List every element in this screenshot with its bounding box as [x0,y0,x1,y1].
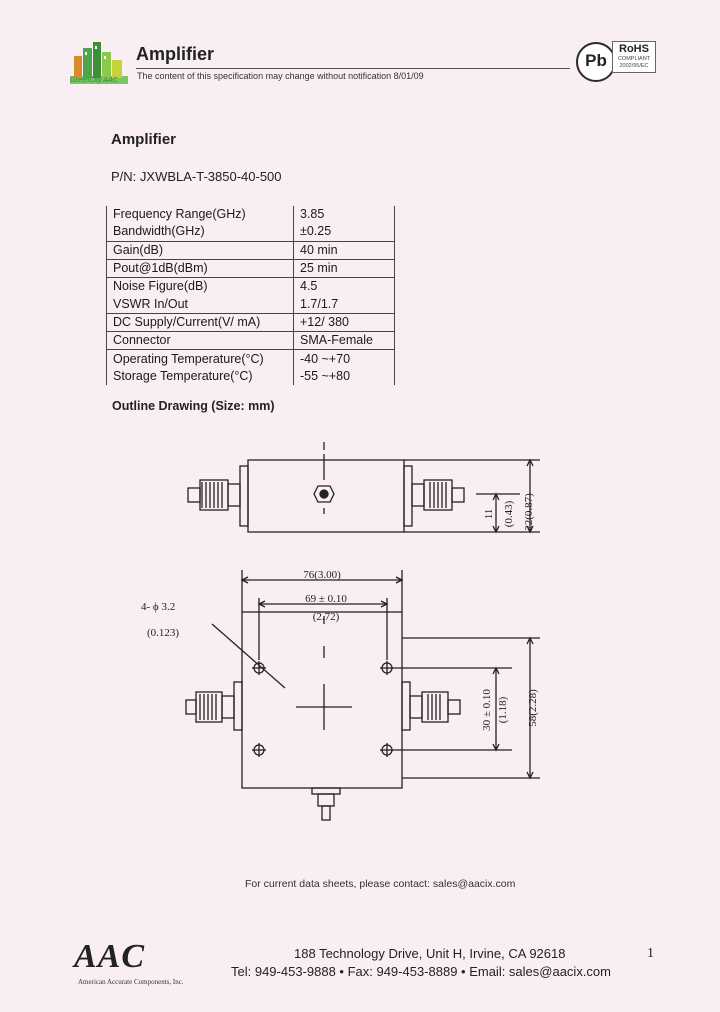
page-title: Amplifier [111,131,177,148]
spec-param: Connector [107,332,294,350]
spec-param: Noise Figure(dB) [107,278,294,296]
company-name: American Accurate Components, Inc. [78,978,184,986]
spec-table [106,206,395,385]
spec-row [107,241,395,259]
spec-row [107,332,395,350]
spec-param: VSWR In/Out [107,295,294,313]
rohs-badge [612,41,656,73]
greencity-text: GreenCity AAC [70,77,118,84]
dim-hole-note: 4- ϕ 3.2 [141,601,176,613]
spec-param: Pout@1dB(dBm) [107,259,294,277]
aac-logo: AAC [74,938,146,975]
rohs-directive: 2002/95/EC [619,63,649,69]
dim-height-total: 22(0.87) [523,493,535,531]
spec-value: -40 ~+70 [294,350,395,368]
pb-text: Pb [585,51,607,70]
header-rule [136,68,570,69]
spec-value: 40 min [294,241,395,259]
terminal-pin [320,490,328,498]
spec-value: -55 ~+80 [294,368,395,385]
rohs-title: RoHS [619,43,649,55]
dim-hole-vspacing: 30 ± 0.10 [481,689,493,731]
spec-row [107,350,395,368]
spec-value: ±0.25 [294,223,395,241]
phone-email: Tel: 949-453-9888 • Fax: 949-453-8889 • Email: sales@aacix.com [231,964,611,979]
page-number: 1 [647,946,654,961]
spec-param: Gain(dB) [107,241,294,259]
dim-height-half-in: (0.43) [503,500,515,528]
spec-row [107,206,395,223]
spec-value: +12/ 380 [294,313,395,331]
spec-param: Operating Temperature(°C) [107,350,294,368]
spec-row [107,368,395,385]
dim-hole-vspacing-in: (1.18) [497,696,509,724]
dim-hole-spacing-in: (2.72) [312,611,340,623]
spec-row [107,295,395,313]
spec-value: 4.5 [294,278,395,296]
header-title: Amplifier [136,44,215,64]
top-body [242,612,402,788]
rohs-compliant: COMPLIANT [617,56,651,62]
spec-param: Storage Temperature(°C) [107,368,294,385]
spec-value: SMA-Female [294,332,395,350]
header-notice: The content of this specification may change without notification 8/01/09 [137,71,424,81]
dim-height-half: 11 [483,508,495,520]
pb-free-icon [576,42,616,82]
spec-row [107,223,395,241]
spec-value: 3.85 [294,206,395,223]
address: 188 Technology Drive, Unit H, Irvine, CA 92618 [294,946,566,961]
spec-row [107,278,395,296]
outline-drawing [0,420,720,840]
spec-value: 1.7/1.7 [294,295,395,313]
part-number: P/N: JXWBLA-T-3850-40-500 [111,169,282,184]
spec-value: 25 min [294,259,395,277]
spec-row [107,313,395,331]
dim-hole-spacing: 69 ± 0.10 [305,593,347,605]
dim-hole-diameter-in: (0.123) [147,627,180,639]
spec-row [107,259,395,277]
outline-heading: Outline Drawing (Size: mm) [112,399,275,413]
dim-width-total: 76(3.00) [303,569,341,581]
spec-param: Frequency Range(GHz) [107,206,294,223]
contact-line: For current data sheets, please contact: sales@aacix.com [245,878,516,890]
dim-depth-total: 58(2.28) [527,689,539,727]
spec-param: Bandwidth(GHz) [107,223,294,241]
spec-param: DC Supply/Current(V/ mA) [107,313,294,331]
